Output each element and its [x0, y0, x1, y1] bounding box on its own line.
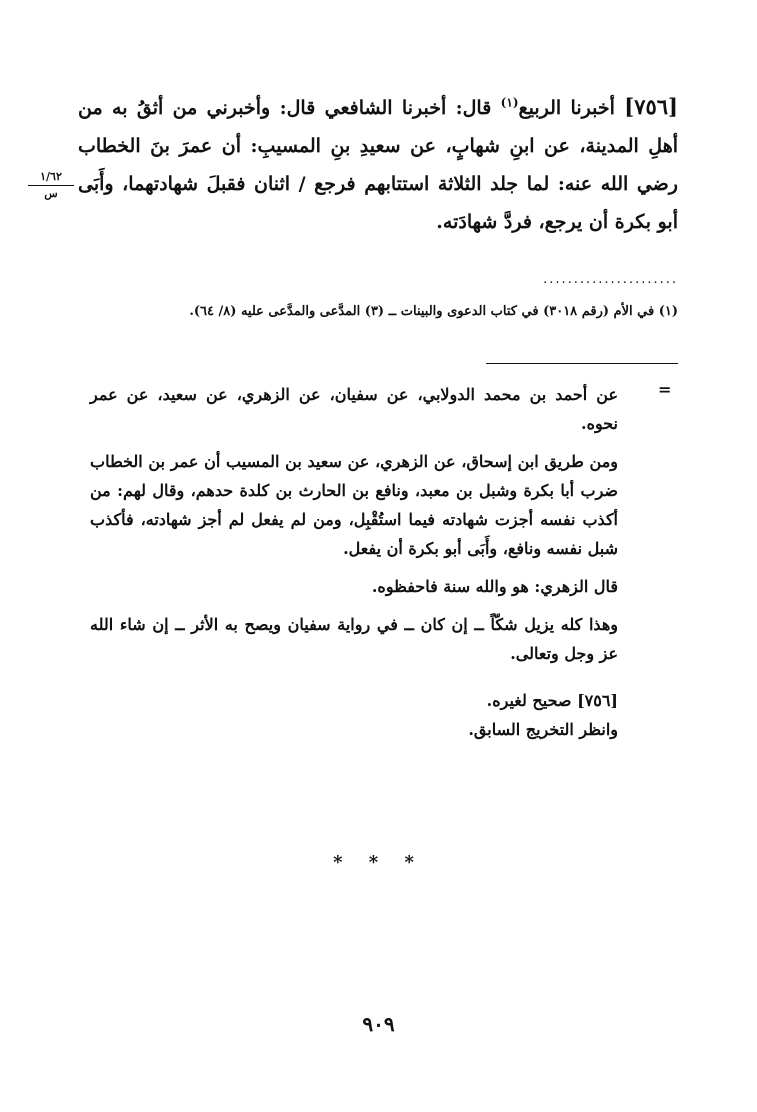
note-paragraph-4: وهذا كله يزيل شكّاً ــ إن كان ــ في رواية سفيان ويصح به الأثر ــ إن شاء الله عز وجل وتعالى. [90, 615, 618, 663]
note-paragraph-2: ومن طريق ابن إسحاق، عن الزهري، عن سعيد بن المسيب أن عمر بن الخطاب ضرب أبا بكرة وشبل بن معبد، ونافع بن الحارث بن كلدة حدهم، وقال لهم: من أكذب نفسه أجزت شهادته فيما استُقْبِل، ومن لم يفعل لم أجز شهادته، فأكذب شبل نفسه ونافع، وأَبَى أبو بكرة أن يفعل. [90, 452, 618, 558]
note-grading: [٧٥٦] صحيح لغيره. [486, 691, 618, 710]
notes-block [90, 380, 618, 744]
note-see-also: وانظر التخريج السابق. [468, 720, 618, 739]
section-stars: * * * [333, 852, 424, 873]
margin-ref-number: ١/٦٢ [28, 170, 74, 186]
main-text [78, 88, 678, 241]
page-number: ٩٠٩ [362, 1012, 395, 1036]
main-paragraph [78, 88, 678, 241]
continuation-mark: = [658, 380, 672, 399]
margin-manuscript-ref [28, 170, 74, 200]
footnote-ref: (١) [500, 95, 519, 110]
footnote-separator: ...................... [543, 272, 678, 287]
margin-ref-letter: س [44, 187, 58, 200]
main-text-start: أخبرنا الربيع [518, 97, 615, 119]
note-paragraph-1: عن أحمد بن محمد الدولابي، عن سفيان، عن الزهري، عن سعيد، عن عمر نحوه. [90, 385, 618, 433]
section-rule [486, 363, 678, 364]
main-text-body: قال: أخبرنا الشافعي قال: وأخبرني من أثقُ به من أهلِ المدينة، عن ابنِ شهابٍ، عن سعيدِ بنِ المسيبِ: أن عمرَ بنَ الخطاب رضي الله عنه: لما جلد الثلاثة استتابهم فرجع / اثنان فقبلَ شهادتهما، وأَبَى أبو بكرة أن يرجع، فردَّ شهادَته. [78, 97, 678, 233]
note-paragraph-3: قال الزهري: هو والله سنة فاحفظوه. [371, 577, 618, 596]
footnote-text: (١) في الأم (رقم ٣٠١٨) في كتاب الدعوى والبينات ــ (٣) المدَّعى والمدَّعى عليه (٨/ ٦٤). [189, 304, 678, 319]
hadith-number: [٧٥٦] [624, 94, 678, 119]
